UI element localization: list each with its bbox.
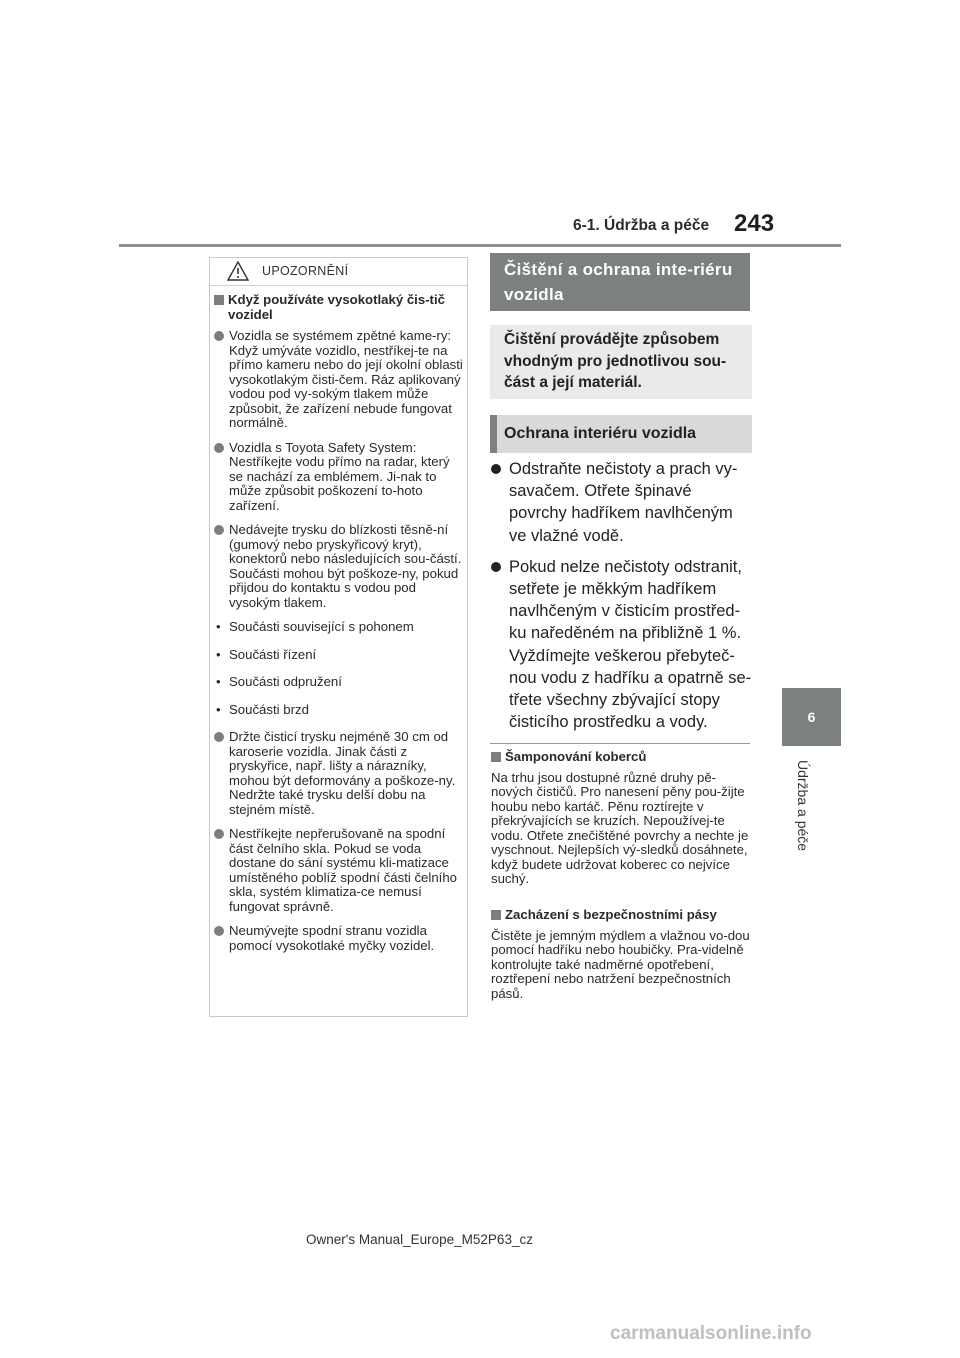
circle-bullet-icon bbox=[214, 331, 224, 341]
square-bullet-icon bbox=[491, 752, 501, 762]
intro-box: Čištění provádějte způsobem vhodným pro jednotlivou sou-část a její materiál. bbox=[490, 325, 752, 399]
chapter-tab: 6 bbox=[782, 688, 841, 746]
warning-bullet: • Součásti související s pohonem bbox=[216, 619, 414, 634]
circle-bullet-icon bbox=[491, 464, 501, 474]
header-divider bbox=[119, 244, 841, 247]
circle-bullet-icon bbox=[214, 525, 224, 535]
belts-section bbox=[491, 908, 751, 1001]
warning-item: Vozidla se systémem zpětné kame-ry: Když umýváte vozidlo, nestříkej-te na přímo kameru nebo do její okolní oblasti vysokotlakým čisti-čem. Ráz aplikovaný vodou pod vy-sokým tlakem může způsobit, že zařízení nebude fungovat normálně. bbox=[214, 329, 464, 431]
subheading-accent-bar bbox=[490, 415, 497, 453]
section-title: Čištění a ochrana inte-riéru vozidla bbox=[490, 253, 750, 311]
watermark: carmanualsonline.info bbox=[610, 1323, 812, 1344]
warning-header bbox=[210, 258, 467, 283]
square-bullet-icon bbox=[491, 910, 501, 920]
warning-triangle-icon bbox=[227, 261, 249, 281]
circle-bullet-icon bbox=[214, 829, 224, 839]
warning-item: Držte čisticí trysku nejméně 30 cm od karoserie vozidla. Jinak části z pryskyřice, např. lišty a nárazníky, mohou být deformovány a poškoze-ny. Nedržte také trysku delší dobu na stejném místě. bbox=[214, 730, 464, 817]
belts-heading: Zacházení s bezpečnostními pásy bbox=[491, 908, 751, 923]
warning-item: Vozidla s Toyota Safety System: Nestříkejte vodu přímo na radar, který se nachází za emblémem. Ji-nak to může způsobit poškození to-hoto zařízení. bbox=[214, 441, 464, 514]
list-item: Odstraňte nečistoty a prach vy-savačem. Otřete špinavé povrchy hadříkem navlhčeným ve vlažné vodě. bbox=[491, 458, 753, 547]
section-divider bbox=[490, 743, 750, 744]
manual-footer: Owner's Manual_Europe_M52P63_cz bbox=[306, 1232, 533, 1247]
warning-item: Nedávejte trysku do blízkosti těsně-ní (gumový nebo pryskyřicový kryt), konektorů nebo následujících sou-částí. Součásti mohou být poškoze-ny, pokud přijdou do kontaktu s vodou pod vysokým tlakem. bbox=[214, 523, 464, 610]
chapter-label: Údržba a péče bbox=[795, 760, 811, 852]
subheading: Ochrana interiéru vozidla bbox=[490, 415, 752, 453]
warning-bullet: • Součásti brzd bbox=[216, 701, 309, 717]
carpet-heading: Šamponování koberců bbox=[491, 750, 751, 765]
warning-item: Neumývejte spodní stranu vozidla pomocí vysokotlaké myčky vozidel. bbox=[214, 924, 464, 953]
carpet-section bbox=[491, 750, 751, 887]
page-number: 243 bbox=[734, 210, 775, 237]
circle-bullet-icon bbox=[214, 443, 224, 453]
circle-bullet-icon bbox=[214, 732, 224, 742]
warning-box bbox=[209, 257, 468, 1017]
square-bullet-icon bbox=[214, 295, 224, 305]
circle-bullet-icon bbox=[214, 926, 224, 936]
warning-divider bbox=[210, 285, 467, 286]
carpet-text: Na trhu jsou dostupné různé druhy pě-nových čističů. Pro nanesení pěny pou-žijte houbu nebo kartáč. Pěnu roztírejte v překrývajících se kruzích. Nepoužívej-te vodu. Otřete znečištěné povrchy a nechte je vyschnout. Nejlepších vý-sledků dosáhnete, když budete udržovat koberec co nejvíce suchý. bbox=[491, 769, 749, 886]
warning-bullet: • Součásti řízení bbox=[216, 646, 317, 662]
warning-subheading: Když používáte vysokotlaký čis-tič vozidel bbox=[214, 293, 464, 322]
section-heading: 6-1. Údržba a péče bbox=[573, 217, 710, 234]
warning-item: Nestříkejte nepřerušovaně na spodní část čelního skla. Pokud se voda dostane do sání systému kli-matizace umístěného poblíž spodní části čelního skla, systém klimatiza-ce nemusí fungovat správně. bbox=[214, 827, 464, 914]
care-list bbox=[491, 458, 753, 742]
warning-title: UPOZORNĚNÍ bbox=[262, 264, 349, 278]
list-item: Pokud nelze nečistoty odstranit, setřete je měkkým hadříkem navlhčeným v čisticím prostřed-ku naředěném na přibližně 1 %. Vyždímejte veškerou přebyteč-nou vodu z hadříku a opatrně se-třete všechny zbývající stopy čisticího prostředku a vody. bbox=[491, 556, 753, 734]
belts-text: Čistěte je jemným mýdlem a vlažnou vo-dou pomocí hadříku nebo houbičky. Pra-videlně kontrolujte také nadměrné opotřebení, roztřepení nebo natržení bezpečnostních pásů. bbox=[491, 927, 750, 1001]
warning-bullet: • Součásti odpružení bbox=[216, 674, 342, 689]
circle-bullet-icon bbox=[491, 562, 501, 572]
warning-body bbox=[214, 293, 464, 963]
